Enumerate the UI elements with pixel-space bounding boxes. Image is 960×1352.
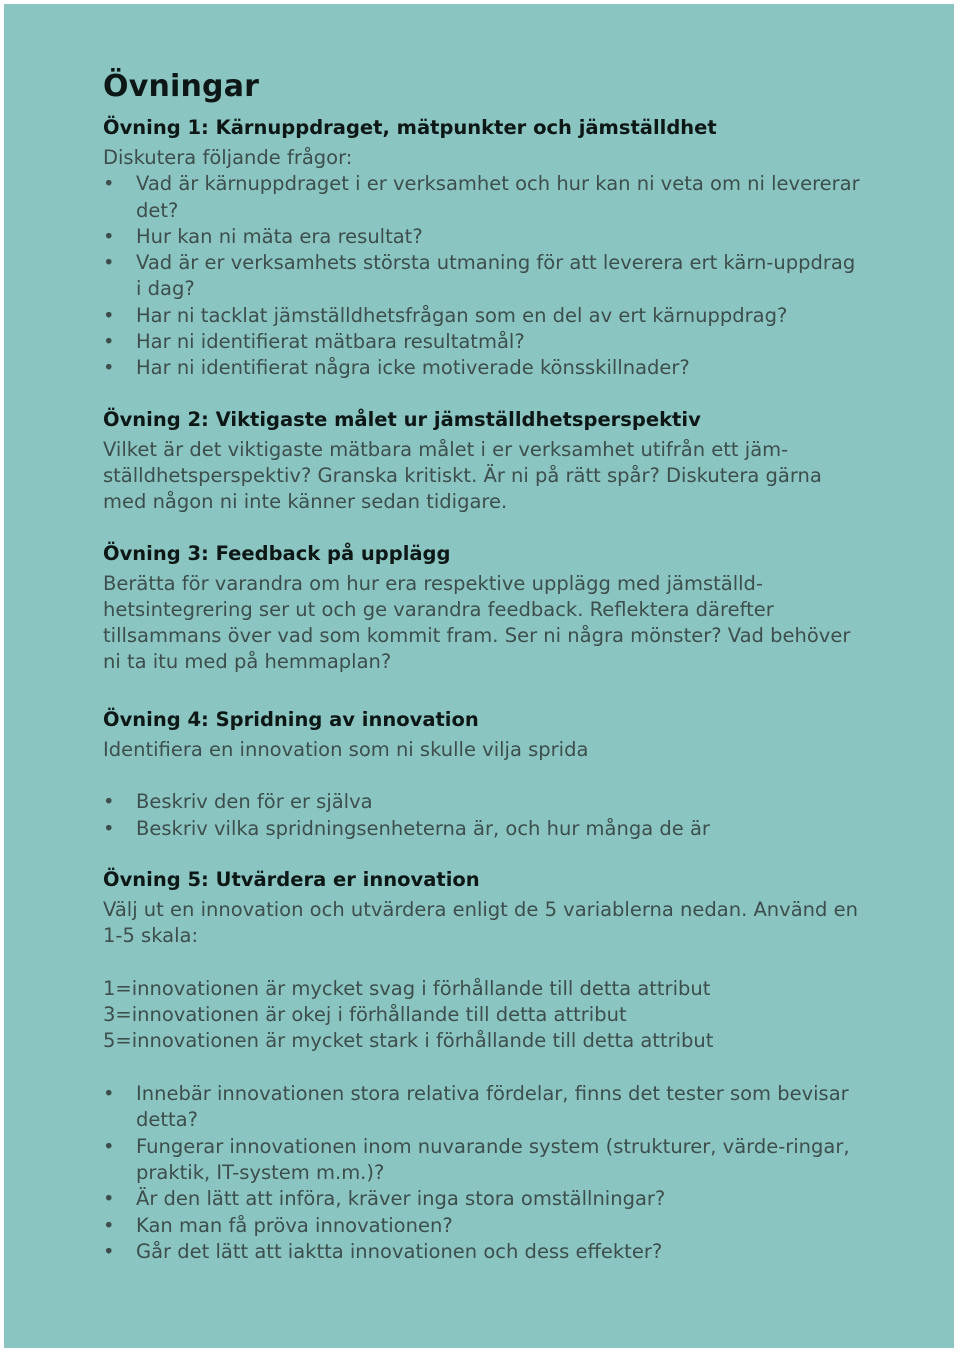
exercise-5-intro: Välj ut en innovation och utvärdera enligt de 5 variablerna nedan. Använd en 1-5 skala: — [103, 897, 858, 948]
exercise-1-heading: Övning 1: Kärnuppdraget, mätpunkter och jämställdhet — [103, 116, 717, 139]
exercise-2-body: Vilket är det viktigaste mätbara målet i er verksamhet utifrån ett jäm-ställdhetsperspektiv? Granska kritiskt. Är ni på rätt spår? Diskutera gärna med någon ni inte känner sedan tidigare. — [103, 437, 822, 514]
list-item: • Vad är er verksamhets största utmaning för att leverera ert kärn-uppdrag i dag? — [103, 250, 863, 303]
exercise-4 — [103, 706, 863, 842]
exercise-3-body: Berätta för varandra om hur era respektive upplägg med jämställd-hetsintegrering ser ut och ge varandra feedback. Reflektera därefter tillsammans över vad som kommit fram. Ser ni några mönster? Vad behöver ni ta itu med på hemmaplan? — [103, 571, 851, 674]
exercise-1-intro: Diskutera följande frågor: — [103, 146, 353, 169]
exercises-content — [103, 64, 863, 1265]
scale-line: 3=innovationen är okej i förhållande till detta attribut — [103, 1003, 627, 1027]
rating-scale — [103, 976, 863, 1055]
exercise-5-list — [103, 1081, 863, 1265]
exercise-1-list — [103, 171, 863, 381]
exercise-4-heading: Övning 4: Spridning av innovation — [103, 707, 479, 731]
exercise-5 — [103, 866, 863, 1265]
list-item: • Har ni tacklat jämställdhetsfrågan som en del av ert kärnuppdrag? — [103, 303, 863, 329]
exercise-2 — [103, 406, 863, 516]
list-item: • Fungerar innovationen inom nuvarande system (strukturer, värde-ringar, praktik, IT-system m.m.)? — [103, 1134, 863, 1187]
exercise-1 — [103, 114, 863, 382]
exercise-5-heading: Övning 5: Utvärdera er innovation — [103, 867, 480, 891]
list-item: • Hur kan ni mäta era resultat? — [103, 224, 863, 250]
list-item: • Har ni identifierat mätbara resultatmål? — [103, 329, 863, 355]
exercise-4-list — [103, 789, 863, 842]
exercise-4-intro: Identifiera en innovation som ni skulle vilja sprida — [103, 737, 589, 761]
exercise-2-heading: Övning 2: Viktigaste målet ur jämställdhetsperspektiv — [103, 407, 701, 431]
list-item: • Har ni identifierat några icke motiverade könsskillnader? — [103, 355, 863, 381]
list-item: • Är den lätt att införa, kräver inga stora omställningar? — [103, 1186, 863, 1212]
list-item: • Kan man få pröva innovationen? — [103, 1213, 863, 1239]
list-item: • Går det lätt att iaktta innovationen och dess effekter? — [103, 1239, 863, 1265]
scale-line: 5=innovationen är mycket stark i förhållande till detta attribut — [103, 1029, 714, 1053]
page-background — [4, 4, 954, 1348]
list-item: • Innebär innovationen stora relativa fördelar, finns det tester som bevisar detta? — [103, 1081, 863, 1134]
list-item: • Beskriv vilka spridningsenheterna är, och hur många de är — [103, 816, 863, 842]
list-item: • Vad är kärnuppdraget i er verksamhet och hur kan ni veta om ni levererar det? — [103, 171, 863, 224]
scale-line: 1=innovationen är mycket svag i förhållande till detta attribut — [103, 976, 711, 1000]
exercise-3-heading: Övning 3: Feedback på upplägg — [103, 541, 451, 565]
list-item: • Beskriv den för er själva — [103, 789, 863, 815]
page-title: Övningar — [103, 69, 260, 104]
exercise-3 — [103, 540, 863, 676]
